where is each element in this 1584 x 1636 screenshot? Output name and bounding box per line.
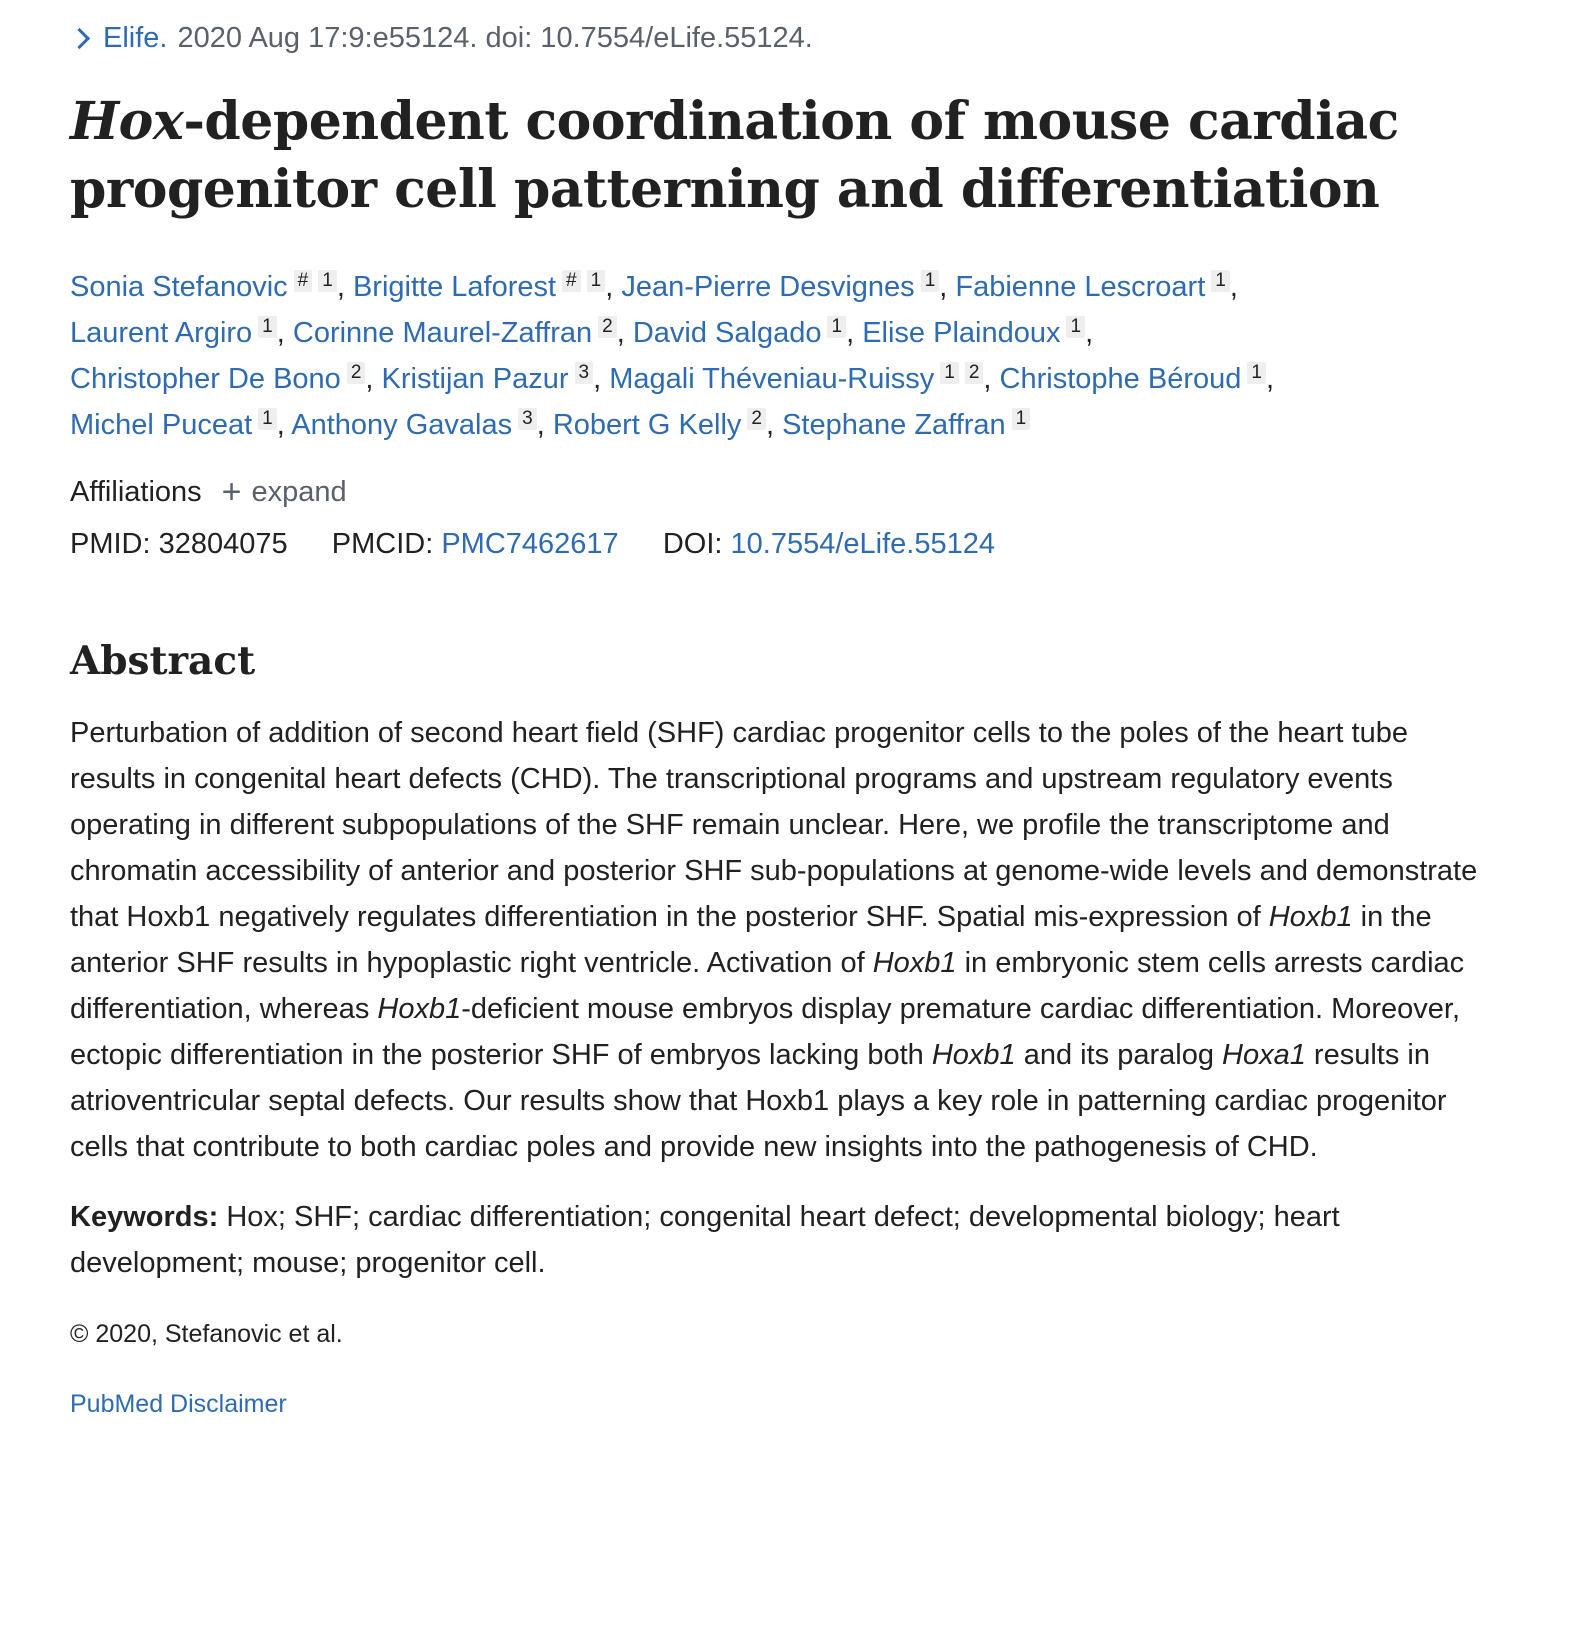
author-separator: , [616,317,633,349]
author-link[interactable]: Kristijan Pazur [381,363,569,395]
abstract-segment: in the anterior SHF results in hypoplastic right ventricle. Activation of [70,901,1432,979]
equal-contribution-mark: # [562,270,581,292]
copyright-notice: © 2020, Stefanovic et al. [70,1320,343,1348]
author-separator: , [365,363,382,395]
affiliation-number[interactable]: 2 [747,408,766,430]
author-link[interactable]: Sonia Stefanovic [70,271,288,303]
author-separator: , [846,317,863,349]
author-separator: , [1085,317,1094,349]
author-separator: , [276,409,292,441]
affiliation-number[interactable]: 1 [1211,270,1230,292]
affiliations-label: Affiliations [70,476,202,508]
abstract-text [70,710,1490,1170]
affiliation-number[interactable]: 1 [1012,408,1031,430]
chevron-right-icon[interactable] [69,27,90,48]
article-title [70,88,1514,224]
author-separator: , [536,409,553,441]
doi-label: DOI: [662,528,723,560]
pmid-label: PMID: [70,528,151,560]
affiliation-number[interactable]: 1 [318,270,337,292]
abstract-segment: and its paralog [1015,1039,1223,1071]
affiliation-number[interactable]: 1 [587,270,606,292]
equal-contribution-mark: # [294,270,313,292]
author-separator: , [605,271,622,303]
author-link[interactable]: Christopher De Bono [70,363,341,395]
affiliation-number[interactable]: 1 [258,408,277,430]
abstract-segment: Perturbation of addition of second heart field (SHF) cardiac progenitor cells to the poles of the heart tube results in congenital heart defects (CHD). The transcriptional programs and upstream regulatory events operating in different subpopulations of the SHF remain unclear. Here, we profile the transcriptome and chromatin accessibility of anterior and posterior SHF sub-populations at genome-wide levels and demonstrate that Hoxb1 negatively regulates differentiation in the posterior SHF. Spatial mis-expression of [70,717,1478,933]
abstract-heading: Abstract [70,638,256,684]
pubmed-disclaimer-link[interactable]: PubMed Disclaimer [70,1390,287,1418]
affiliation-number[interactable]: 1 [258,316,277,338]
abstract-segment: results in atrioventricular septal defects. Our results show that Hoxb1 plays a key role in patterning cardiac progenitor cells that contribute to both cardiac poles and provide new insights into the pathogenesis of CHD. [70,1039,1447,1163]
expand-label: expand [251,476,347,508]
gene-name: Hoxa1 [1222,1039,1306,1071]
title-italic: Hox [70,91,184,152]
author-separator: , [336,271,353,303]
affiliation-number[interactable]: 1 [827,316,846,338]
author-separator: , [1265,363,1275,395]
author-separator: , [765,409,783,441]
citation-details: 2020 Aug 17:9:e55124. doi: 10.7554/eLife.55124. [177,22,813,54]
affiliation-number[interactable]: 2 [347,362,366,384]
citation-line [70,18,1514,58]
identifiers-row [70,524,1514,564]
title-line2: progenitor cell patterning and differentiation [70,159,1380,220]
keywords-text: Hox; SHF; cardiac differentiation; congenital heart defect; developmental biology; heart development; mouse; progenitor cell. [70,1201,1340,1279]
pmcid-link[interactable]: PMC7462617 [441,528,619,560]
gene-name: Hoxb1 [377,993,462,1025]
affiliation-number[interactable]: 2 [598,316,617,338]
author-list [70,264,1510,448]
gene-name: Hoxb1 [1268,901,1353,933]
author-separator: , [939,271,956,303]
keywords [70,1194,1510,1286]
abstract-segment: in embryonic stem cells arrests cardiac differentiation, whereas [70,947,1465,1025]
affiliation-number[interactable]: 3 [518,408,537,430]
gene-name: Hoxb1 [931,1039,1016,1071]
pmid-value: 32804075 [158,528,288,560]
author-link[interactable]: Corinne Maurel-Zaffran [292,317,593,349]
author-separator: , [276,317,293,349]
author-link[interactable]: Jean-Pierre Desvignes [621,271,915,303]
author-link[interactable]: Michel Puceat [70,409,253,441]
affiliation-number[interactable]: 1 [940,362,959,384]
plus-icon: + [221,473,242,511]
author-link[interactable]: Christophe Béroud [999,363,1242,395]
author-link[interactable]: Brigitte Laforest [352,271,557,303]
author-separator: , [983,363,1000,395]
affiliation-number[interactable]: 1 [921,270,940,292]
author-link[interactable]: Anthony Gavalas [291,409,513,441]
keywords-label: Keywords: [70,1201,219,1233]
abstract-segment: -deficient mouse embryos display premature cardiac differentiation. Moreover, ectopic differentiation in the posterior SHF of embryos lacking both [70,993,1461,1071]
doi-link[interactable]: 10.7554/eLife.55124 [730,528,995,560]
journal-link[interactable]: Elife. [103,22,168,54]
author-link[interactable]: David Salgado [632,317,822,349]
expand-affiliations-button[interactable] [222,472,347,512]
pmcid-label: PMCID: [331,528,434,560]
affiliations-row [70,472,1514,512]
affiliation-number[interactable]: 2 [965,362,984,384]
gene-name: Hoxb1 [872,947,957,979]
affiliation-number[interactable]: 1 [1247,362,1266,384]
affiliation-number[interactable]: 1 [1066,316,1085,338]
author-link[interactable]: Magali Théveniau-Ruissy [609,363,935,395]
author-link[interactable]: Robert G Kelly [552,409,742,441]
author-separator: , [1229,271,1238,303]
author-link[interactable]: Laurent Argiro [70,317,253,349]
author-link[interactable]: Elise Plaindoux [862,317,1061,349]
author-link[interactable]: Stephane Zaffran [782,409,1006,441]
affiliation-number[interactable]: 3 [575,362,594,384]
author-separator: , [593,363,610,395]
author-link[interactable]: Fabienne Lescroart [955,271,1206,303]
title-line1-rest: -dependent coordination of mouse cardiac [183,91,1399,152]
